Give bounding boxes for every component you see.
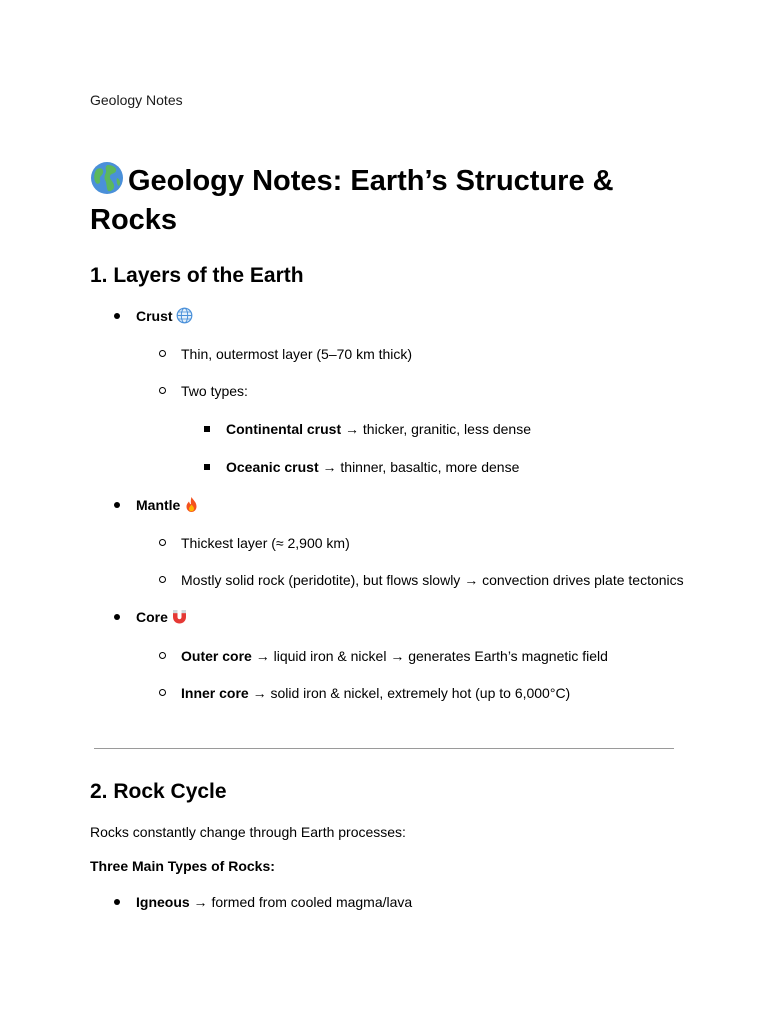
globe-meridians-icon [176,307,193,324]
core-label: Core [136,609,168,625]
crust-label: Crust [136,308,173,324]
section-heading-rock-cycle: 2. Rock Cycle [90,780,227,803]
fire-icon [183,496,200,513]
sub-bullet-marker [159,539,166,546]
list-item-core [136,608,188,626]
bullet-marker [114,313,120,319]
rock-types-subheading: Three Main Types of Rocks: [90,858,275,874]
document-header: Geology Notes [90,92,183,108]
term-igneous: Igneous [136,894,190,910]
page-title-text: Geology Notes: Earth’s Structure & Rocks [90,165,614,236]
sub-bullet-marker [159,387,166,394]
desc-continental-crust: → thicker, granitic, less dense [341,421,531,437]
section-divider [94,748,674,749]
sub-bullet-marker [159,652,166,659]
desc-igneous: → formed from cooled magma/lava [189,894,413,910]
sub-bullet-marker [159,689,166,696]
bullet-marker [114,614,120,620]
list-item-inner-core [181,684,570,702]
bullet-marker [114,502,120,508]
mantle-label: Mantle [136,497,181,513]
term-oceanic-crust: Oceanic crust [226,459,319,475]
list-item-igneous [136,893,412,911]
term-inner-core: Inner core [181,685,249,701]
list-item-mantle [136,496,200,514]
sub-bullet-marker [159,350,166,357]
list-item-crust [136,307,193,325]
term-continental-crust: Continental crust [226,421,342,437]
desc-outer-core: → liquid iron & nickel → generates Earth’s magnetic field [251,648,608,664]
list-item-crust-types: Two types: [181,383,248,399]
list-item-outer-core [181,647,608,665]
list-item-oceanic-crust [226,458,519,476]
list-item-crust-thickness: Thin, outermost layer (5–70 km thick) [181,346,413,362]
sub-bullet-marker [159,576,166,583]
list-item-mantle-composition: Mostly solid rock (peridotite), but flows slowly → convection drives plate tectonics [181,572,684,588]
sub-sub-bullet-marker [204,464,210,470]
section-heading-layers: 1. Layers of the Earth [90,264,304,287]
list-item-continental-crust [226,420,531,438]
bullet-marker [114,899,120,905]
desc-oceanic-crust: → thinner, basaltic, more dense [318,459,520,475]
sub-sub-bullet-marker [204,426,210,432]
rock-cycle-intro: Rocks constantly change through Earth processes: [90,824,406,840]
page-title [90,161,690,240]
magnet-icon [171,608,188,625]
desc-inner-core: → solid iron & nickel, extremely hot (up to 6,000°C) [248,685,571,701]
earth-globe-icon [90,161,124,195]
list-item-mantle-thickness: Thickest layer (≈ 2,900 km) [181,535,350,551]
term-outer-core: Outer core [181,648,252,664]
